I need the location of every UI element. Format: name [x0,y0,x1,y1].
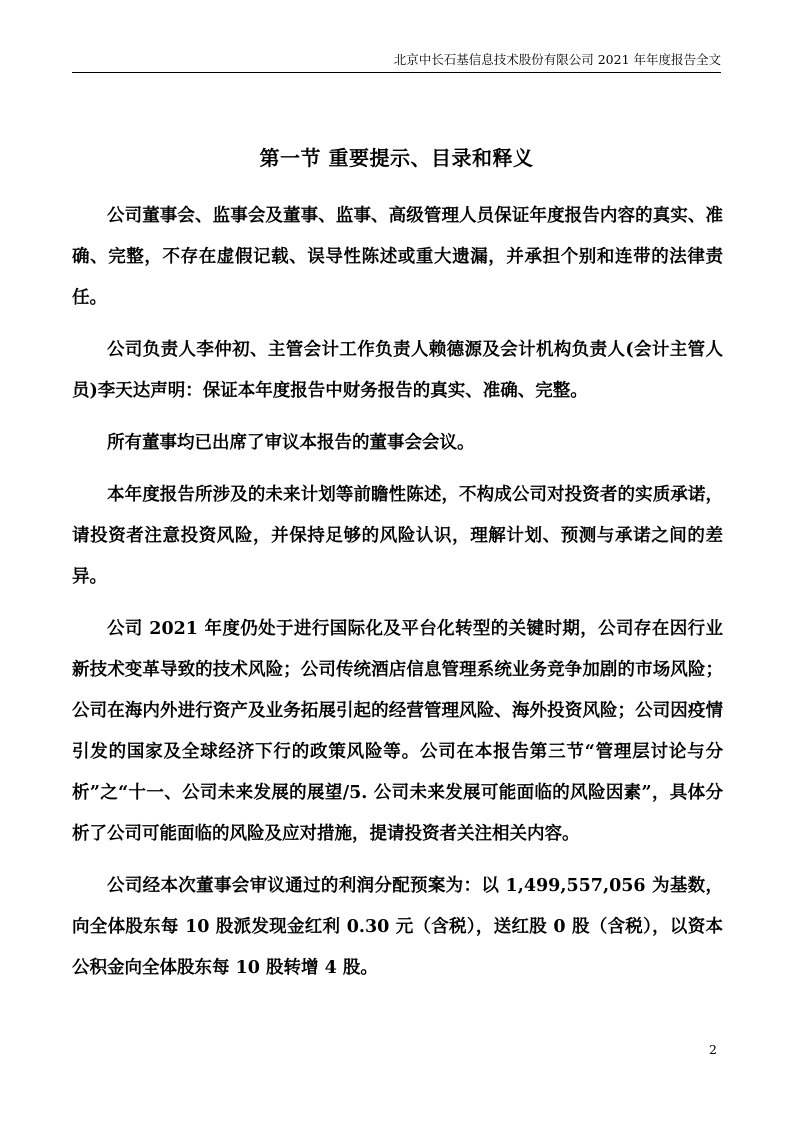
paragraph-profit-distribution: 公司经本次董事会审议通过的利润分配预案为：以 1,499,557,056 为基数，向全体股东每 10 股派发现金红利 0.30 元（含税），送红股 0 股（含税），以资本公积金向全体股东每 10 股转增 4 股。 [72,876,723,978]
page-number: 2 [709,1042,717,1057]
paragraph-risk-factors: 公司 2021 年度仍处于进行国际化及平台化转型的关键时期，公司存在因行业新技术变革导致的技术风险；公司传统酒店信息管理系统业务竞争加剧的市场风险；公司在海内外进行资产及业务拓展引起的经营管理风险、海外投资风险；公司因疫情引发的国家及全球经济下行的政策风险等。公司在本报告第三节“管理层讨论与分析”之“十一、公司未来发展的展望/5. 公司未来发展可能面临的风险因素”，具体分析了公司可能面临的风险及应对措施，提请投资者关注相关内容。 [72,619,723,844]
paragraph-forward-looking-statement: 本年度报告所涉及的未来计划等前瞻性陈述，不构成公司对投资者的实质承诺，请投资者注意投资风险，并保持足够的风险认识，理解计划、预测与承诺之间的差异。 [72,485,723,587]
paragraph-responsibility-statement: 公司董事会、监事会及董事、监事、高级管理人员保证年度报告内容的真实、准确、完整，不存在虚假记载、误导性陈述或重大遗漏，并承担个别和连带的法律责任。 [72,206,723,308]
section-title: 第一节 重要提示、目录和释义 [259,146,534,171]
paragraph-financial-statement-declaration: 公司负责人李仲初、主管会计工作负责人赖德源及会计机构负责人(会计主管人员)李天达声明：保证本年度报告中财务报告的真实、准确、完整。 [72,340,723,401]
body-content [72,196,723,1000]
running-header: 北京中长石基信息技术股份有限公司 2021 年年度报告全文 [393,52,721,67]
paragraph-board-attendance: 所有董事均已出席了审议本报告的董事会会议。 [107,433,475,453]
header-divider [72,72,721,73]
